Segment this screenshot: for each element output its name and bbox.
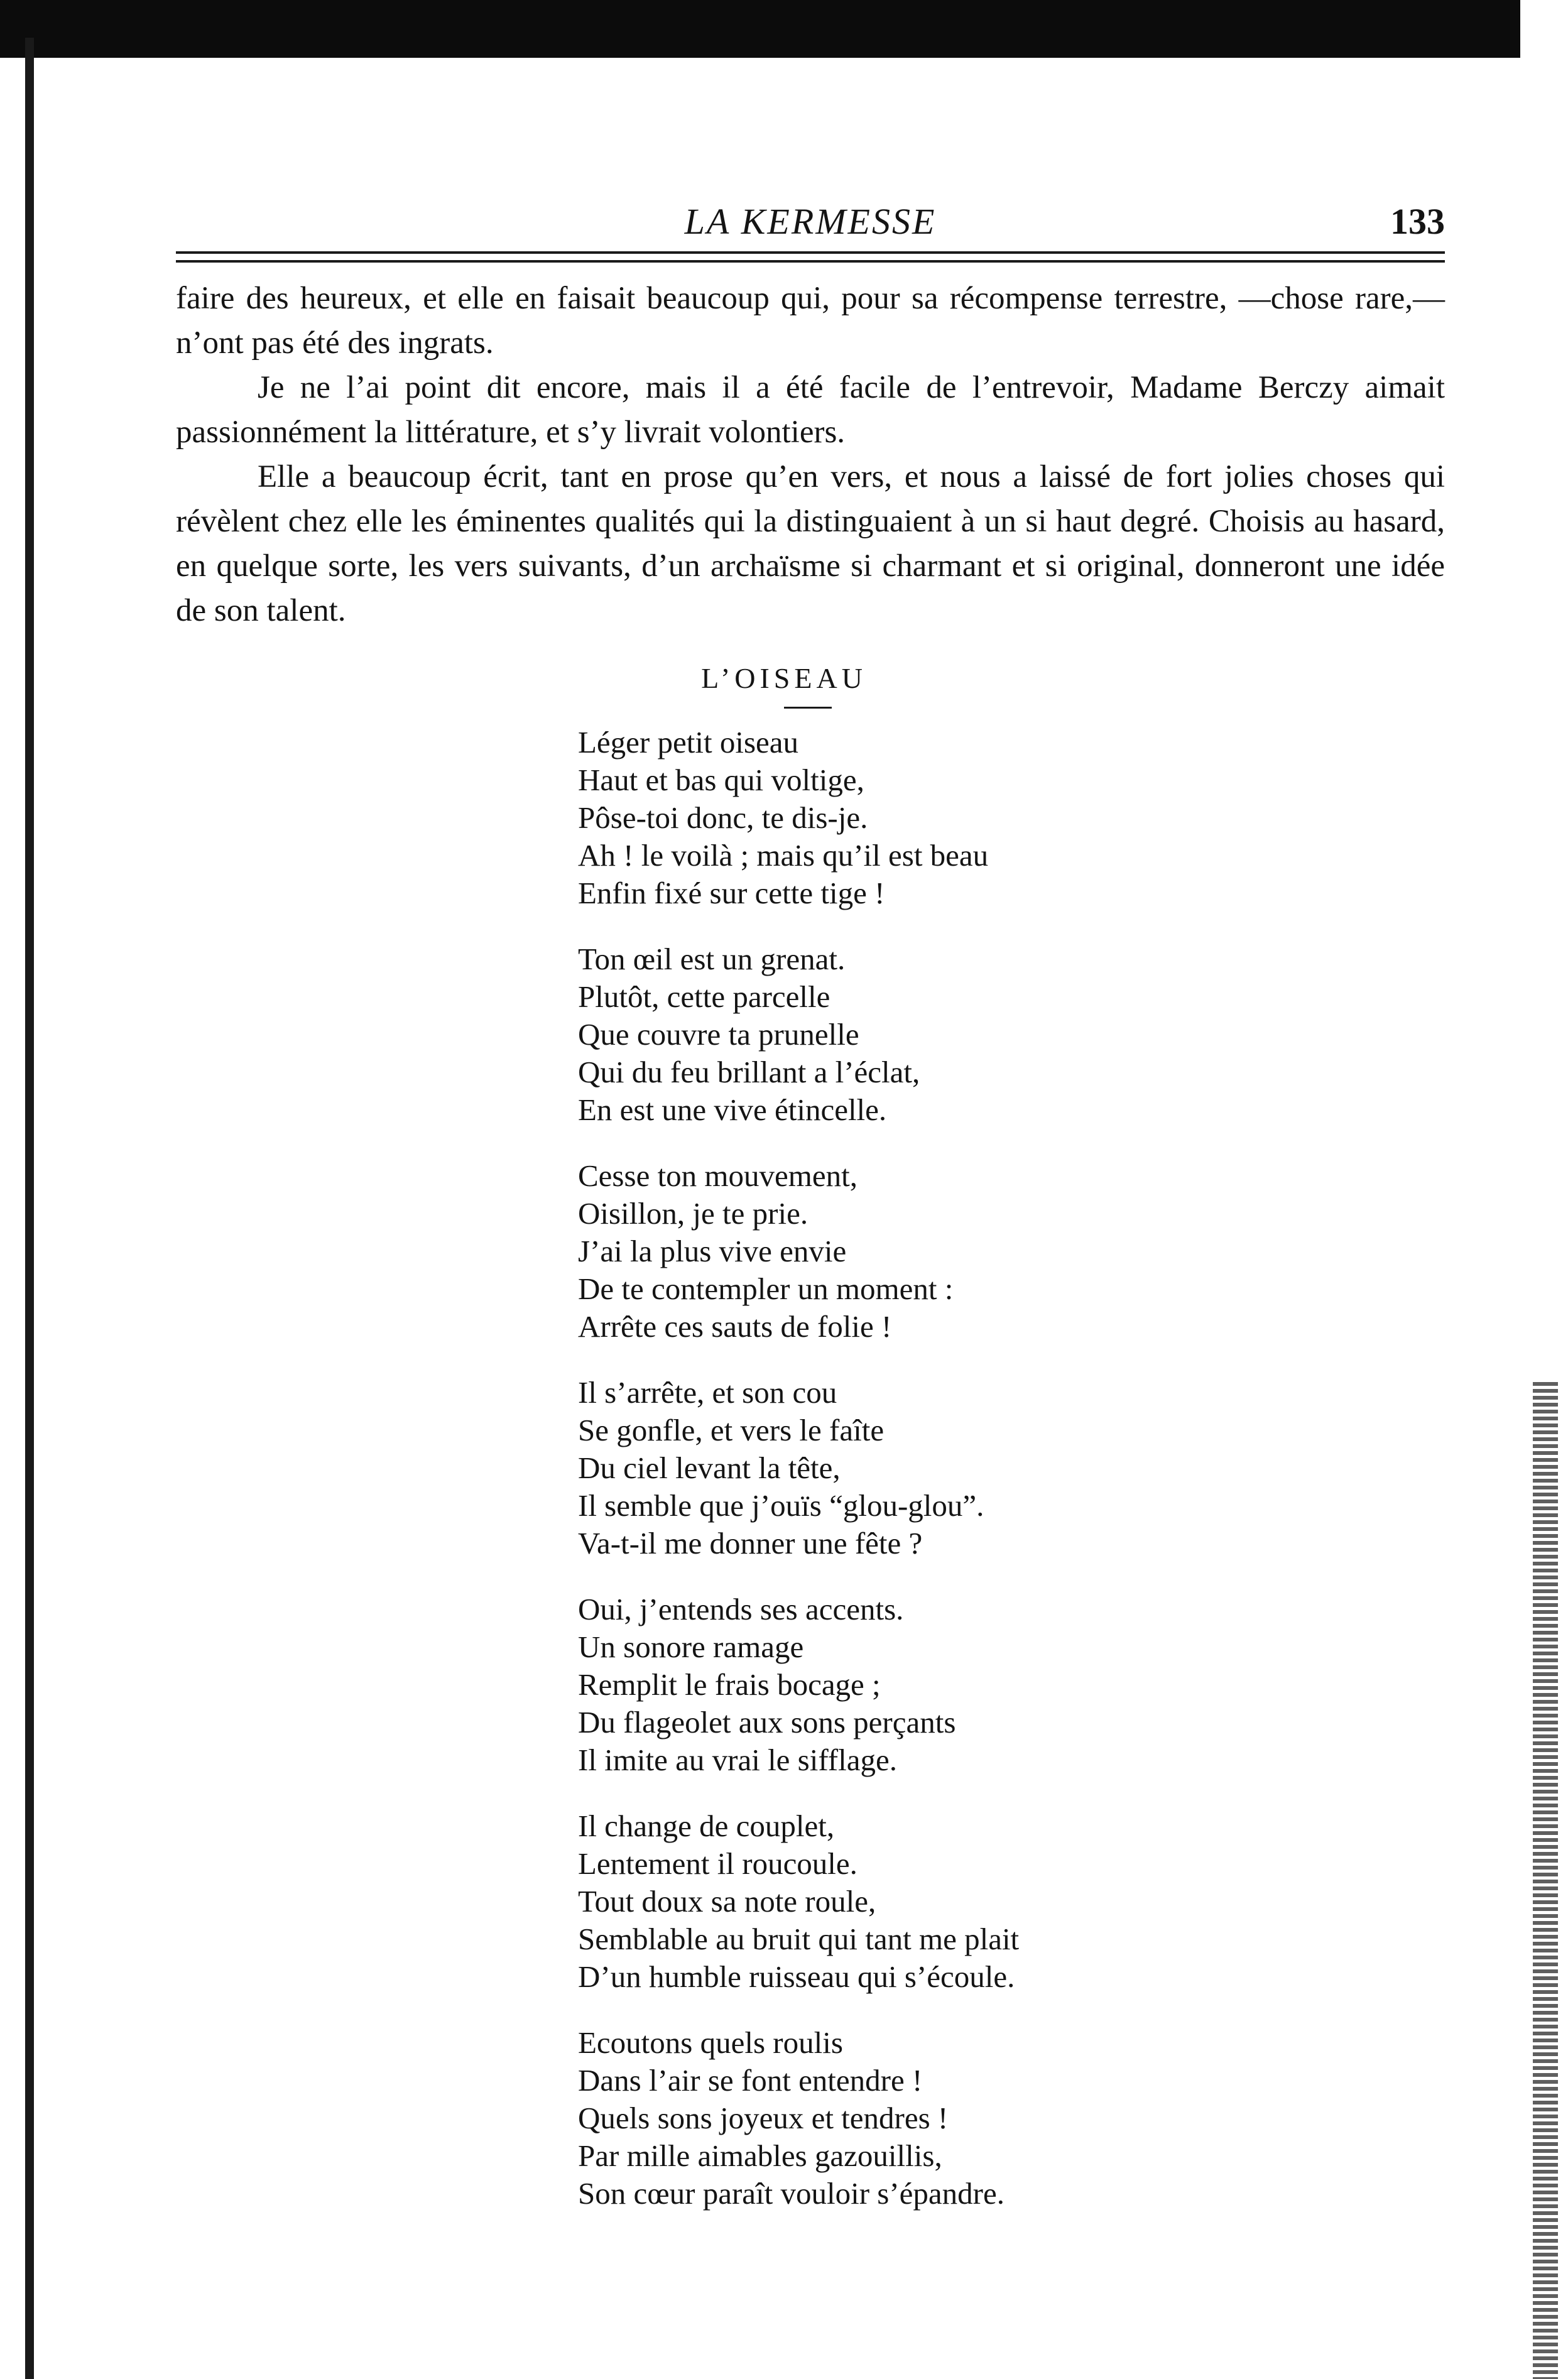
verse-line: En est une vive étincelle. xyxy=(578,1092,887,1127)
poem-title: L’OISEAU xyxy=(701,662,867,694)
verse-line: Tout doux sa note roule, xyxy=(578,1884,876,1919)
verse-line: Oisillon, je te prie. xyxy=(578,1196,808,1231)
verse-line: D’un humble ruisseau qui s’écoule. xyxy=(578,1959,1015,1994)
paragraph: Elle a beaucoup écrit, tant en prose qu’en vers, et nous a laissé de fort jolies choses qui révèlent chez elle les éminentes qualités qui la distinguaient à un si haut degré. Choisis au hasard, en quelque sorte, les vers suivants, d’un archaïsme si charmant et si original, donneront une idée de son talent. xyxy=(176,459,1445,628)
stanza xyxy=(578,1157,1407,1346)
verse-line: Dans l’air se font entendre ! xyxy=(578,2063,923,2098)
verse-line: Semblable au bruit qui tant me plait xyxy=(578,1922,1020,1956)
poem xyxy=(578,724,1407,2241)
verse-line: Qui du feu brillant a l’éclat, xyxy=(578,1055,920,1089)
paragraph: Je ne l’ai point dit encore, mais il a été facile de l’entrevoir, Madame Berczy aimait passionnément la littérature, et s’y livrait volontiers. xyxy=(176,370,1445,450)
scan-border-left xyxy=(25,38,34,2379)
verse-line: Du ciel levant la tête, xyxy=(578,1451,841,1485)
verse-line: Léger petit oiseau xyxy=(578,725,799,759)
verse-line: Ecoutons quels roulis xyxy=(578,2025,843,2060)
running-title: LA KERMESSE xyxy=(684,201,937,242)
verse-line: De te contempler un moment : xyxy=(578,1271,954,1306)
verse-line: Enfin fixé sur cette tige ! xyxy=(578,876,885,910)
paragraph: faire des heureux, et elle en faisait beaucoup qui, pour sa récompense terrestre, —chose rare,—n’ont pas été des ingrats. xyxy=(176,281,1445,361)
scan-border-top xyxy=(0,0,1520,58)
verse-line: Il change de couplet, xyxy=(578,1809,835,1843)
stanza xyxy=(578,1374,1407,1562)
verse-line: Il semble que j’ouïs “glou-glou”. xyxy=(578,1488,984,1523)
verse-line: Il imite au vrai le sifflage. xyxy=(578,1743,897,1777)
verse-line: Que couvre ta prunelle xyxy=(578,1017,859,1052)
verse-line: Haut et bas qui voltige, xyxy=(578,763,864,797)
verse-line: Cesse ton mouvement, xyxy=(578,1158,858,1193)
verse-line: Ah ! le voilà ; mais qu’il est beau xyxy=(578,838,989,873)
stanza xyxy=(578,724,1407,912)
stanza xyxy=(578,1807,1407,1996)
header-rule-bottom xyxy=(176,260,1445,263)
verse-line: J’ai la plus vive envie xyxy=(578,1234,847,1268)
scan-border-right xyxy=(1533,1382,1558,2379)
verse-line: Quels sons joyeux et tendres ! xyxy=(578,2101,949,2135)
verse-line: Un sonore ramage xyxy=(578,1630,804,1664)
title-dash xyxy=(784,707,832,709)
verse-line: Du flageolet aux sons perçants xyxy=(578,1705,956,1739)
verse-line: Arrête ces sauts de folie ! xyxy=(578,1309,892,1344)
verse-line: Lentement il roucoule. xyxy=(578,1846,858,1881)
verse-line: Se gonfle, et vers le faîte xyxy=(578,1413,885,1447)
verse-line: Il s’arrête, et son cou xyxy=(578,1375,837,1410)
prose-body xyxy=(176,276,1445,633)
verse-line: Remplit le frais bocage ; xyxy=(578,1667,881,1702)
verse-line: Ton œil est un grenat. xyxy=(578,942,846,976)
verse-line: Par mille aimables gazouillis, xyxy=(578,2138,942,2173)
verse-line: Oui, j’entends ses accents. xyxy=(578,1592,904,1626)
header-rule-top xyxy=(176,251,1445,254)
page-header xyxy=(176,193,1445,250)
page-number: 133 xyxy=(1390,201,1445,242)
verse-line: Son cœur paraît vouloir s’épandre. xyxy=(578,2176,1004,2211)
stanza xyxy=(578,1591,1407,1779)
verse-line: Va-t-il me donner une fête ? xyxy=(578,1526,923,1560)
stanza xyxy=(578,2024,1407,2213)
verse-line: Plutôt, cette parcelle xyxy=(578,979,830,1014)
stanza xyxy=(578,940,1407,1129)
verse-line: Pôse-toi donc, te dis-je. xyxy=(578,800,868,835)
